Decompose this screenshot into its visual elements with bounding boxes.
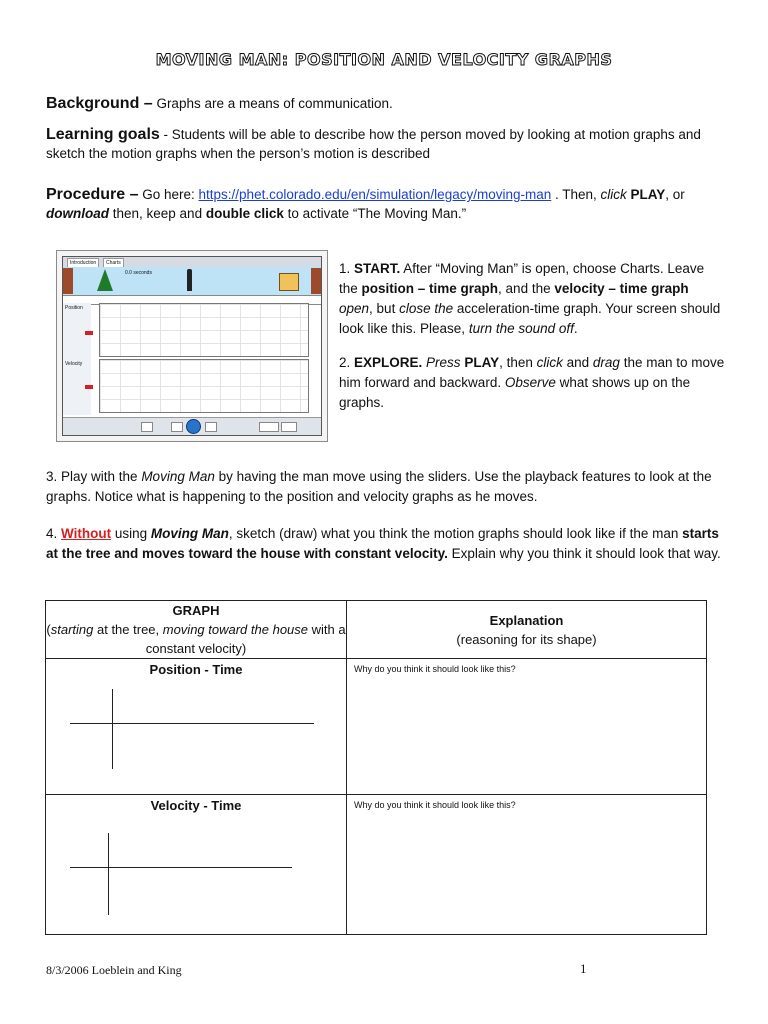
procedure-text: Go here: — [138, 187, 199, 202]
step-text: the man to move him forward and backward. — [339, 355, 725, 390]
procedure-text: download — [46, 206, 109, 221]
house-icon — [279, 273, 299, 291]
procedure-text: to activate “The Moving Man.” — [283, 206, 467, 221]
graph-header: GRAPH — [172, 603, 220, 618]
step-text: , then — [499, 355, 537, 370]
step-text: , and the — [498, 281, 555, 296]
step-label: START. — [354, 261, 401, 276]
without-emphasis: Without — [61, 526, 112, 541]
step-text: open — [339, 301, 370, 316]
velocity-explanation-cell[interactable] — [347, 795, 707, 935]
step-text: , but — [369, 301, 400, 316]
step-text: , sketch (draw) what you think the motion graphs should look like if the man — [228, 526, 683, 541]
step-text: 1. — [339, 261, 355, 276]
graph-subheader: moving toward the house — [162, 622, 309, 637]
explanation-subheader: (reasoning for its shape) — [456, 631, 597, 647]
step-text: position – time graph — [361, 281, 499, 296]
velocity-y-axis — [108, 833, 109, 915]
velocity-time-title: Velocity - Time — [150, 798, 242, 813]
rewind-icon — [141, 422, 153, 432]
step-text: acceleration-time graph. Your screen should look like this. Please, — [339, 301, 721, 336]
velocity-time-plot — [99, 359, 309, 413]
step-label: EXPLORE. — [354, 355, 423, 370]
explanation-header-cell — [347, 601, 707, 659]
learning-goals-label: Learning goals — [46, 126, 160, 143]
step-text: PLAY — [464, 355, 500, 370]
phet-link[interactable]: https://phet.colorado.edu/en/simulation/legacy/moving-man — [198, 187, 552, 202]
velocity-explanation-prompt: Why do you think it should look like this? — [354, 800, 516, 810]
graph-subheader: at the tree, — [93, 622, 163, 637]
background-text: Graphs are a means of communication. — [152, 96, 393, 111]
simulation-window — [62, 256, 322, 436]
pause-icon — [171, 422, 183, 432]
step-icon — [205, 422, 217, 432]
procedure-text: then, keep and — [109, 206, 206, 221]
learning-goals-text: - Students will be able to describe how the person moved by looking at motion graphs and sketch the motion graphs when the person’s motion is described — [46, 127, 701, 161]
step-text: 4. — [46, 526, 62, 541]
graph-subheader: starting — [50, 622, 94, 637]
worksheet-table — [45, 600, 707, 935]
step-text: Moving Man — [141, 469, 215, 484]
procedure-text: . Then, — [551, 187, 601, 202]
brick-wall-left — [63, 268, 73, 294]
step-text: 2. — [339, 355, 355, 370]
step-text: close the — [399, 301, 454, 316]
procedure-text: double click — [205, 206, 284, 221]
step-text: . — [573, 321, 578, 336]
sim-tab-bar — [63, 257, 321, 267]
page-number: 1 — [580, 961, 587, 976]
footer-credit: 8/3/2006 Loeblein and King — [46, 963, 182, 977]
step-text: using — [111, 526, 151, 541]
position-explanation-cell[interactable] — [347, 659, 707, 795]
step-text: turn the sound off — [468, 321, 574, 336]
sim-tab-charts: Charts — [103, 258, 124, 268]
velocity-x-axis — [70, 867, 292, 868]
background-section — [46, 94, 726, 113]
step-text: click — [536, 355, 563, 370]
procedure-label: Procedure – — [46, 186, 139, 203]
procedure-text: , or — [665, 187, 685, 202]
step-text: 3. Play with the — [46, 469, 142, 484]
step-text: Moving Man — [150, 526, 229, 541]
step-text: Observe — [504, 375, 556, 390]
step-3 — [46, 467, 726, 507]
moving-man-icon — [187, 269, 192, 291]
step-2 — [339, 353, 725, 413]
position-arrow-icon — [85, 331, 93, 335]
brick-wall-right — [311, 268, 321, 294]
procedure-section — [46, 185, 726, 223]
graph-subheader: with a constant velocity) — [145, 622, 346, 656]
velocity-time-cell[interactable] — [46, 795, 347, 935]
step-text: what shows up on the graphs. — [339, 375, 691, 410]
position-y-axis — [112, 689, 113, 769]
explanation-header: Explanation — [489, 612, 564, 628]
procedure-text: PLAY — [630, 187, 666, 202]
step-1 — [339, 259, 725, 339]
graph-subheader: ( — [46, 622, 51, 637]
step-text: and — [562, 355, 593, 370]
step-text: After “Moving Man” is open, choose Charts. Leave the — [339, 261, 705, 296]
clear-icon — [259, 422, 279, 432]
background-label: Background – — [46, 95, 153, 112]
step-text: Press — [426, 355, 461, 370]
position-time-title: Position - Time — [149, 662, 243, 677]
learning-goals-section — [46, 125, 726, 163]
position-x-axis — [70, 723, 314, 724]
step-text: starts at the tree and moves toward the house with constant velocity. — [46, 526, 719, 561]
tree-icon — [97, 269, 113, 291]
simulation-screenshot — [56, 250, 328, 442]
position-time-cell[interactable] — [46, 659, 347, 795]
step-text: by having the man move using the sliders. Use the playback features to look at the graphs. Notice what is happening to the position and velocity graphs as he moves. — [46, 469, 712, 504]
step-text: drag — [592, 355, 620, 370]
step-text: velocity – time graph — [554, 281, 689, 296]
velocity-chart-label: Velocity — [65, 361, 83, 367]
play-icon — [186, 419, 201, 434]
position-time-plot — [99, 303, 309, 357]
sim-time-readout: 0.0 seconds — [125, 270, 152, 276]
sound-icon — [281, 422, 297, 432]
page-title: MOVING MAN: POSITION AND VELOCITY GRAPHS — [155, 50, 613, 69]
sim-tab-introduction: Introduction — [67, 258, 99, 268]
position-explanation-prompt: Why do you think it should look like this? — [354, 664, 516, 674]
step-4 — [46, 524, 726, 564]
position-chart-label: Position — [65, 305, 83, 311]
velocity-arrow-icon — [85, 385, 93, 389]
step-text: Explain why you think it should look that way. — [447, 546, 721, 561]
graph-header-cell — [46, 601, 347, 659]
procedure-text: click — [600, 187, 627, 202]
